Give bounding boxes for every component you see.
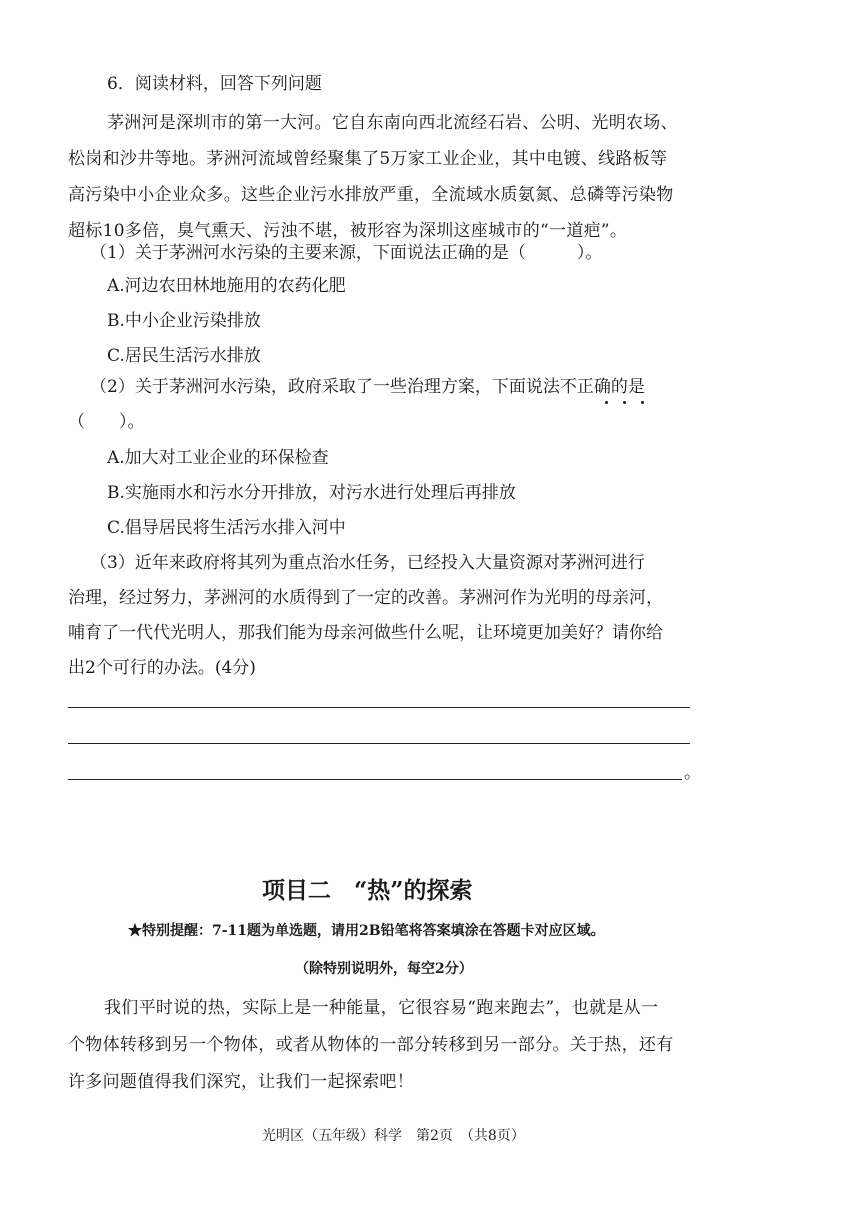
sub2-option-b: B.实施雨水和污水分开排放，对污水进行处理后再排放 — [107, 483, 516, 503]
sub-question-2-line-2: （ ）。 — [68, 412, 145, 432]
sub-question-3-line-3: 哺育了一代代光明人，那我们能为母亲河做些什么呢，让环境更加美好？请你给 — [68, 623, 663, 643]
intro-line-1: 我们平时说的热，实际上是一种能量，它很容易“跑来跑去”，也就是从一 — [104, 998, 659, 1018]
material-line-1: 茅洲河是深圳市的第一大河。它自东南向西北流经石岩、公明、光明农场、 — [107, 113, 678, 133]
sub1-option-a: A.河边农田林地施用的农药化肥 — [107, 276, 346, 296]
scoring-note: （除特别说明外，每空2分） — [295, 961, 473, 977]
intro-line-2: 个物体转移到另一个物体，或者从物体的一部分转移到另一部分。关于热，还有 — [68, 1035, 674, 1055]
material-line-2: 松岗和沙井等地。茅洲河流域曾经聚集了5万家工业企业，其中电镀、线路板等 — [68, 149, 668, 169]
answer-line-2[interactable] — [68, 743, 690, 744]
sub-question-3-line-4: 出2个可行的办法。(4分) — [68, 658, 256, 678]
emphasis-dot — [623, 401, 626, 404]
sub2-option-a: A.加大对工业企业的环保检查 — [107, 448, 329, 468]
question-6-heading: 6．阅读材料，回答下列问题 — [107, 74, 322, 94]
material-line-4: 超标10多倍，臭气熏天、污浊不堪，被形容为深圳这座城市的“一道疤”。 — [68, 221, 628, 241]
intro-line-3: 许多问题值得我们深究，让我们一起探索吧！ — [68, 1072, 414, 1092]
answer-line-3[interactable] — [68, 779, 682, 780]
sub1-option-c: C.居民生活污水排放 — [107, 346, 261, 366]
sub2-option-c: C.倡导居民将生活污水排入河中 — [107, 518, 346, 538]
sub-question-2-line-1: （2）关于茅洲河水污染，政府采取了一些治理方案，下面说法不正确的是 — [90, 377, 645, 397]
sub-question-3-line-1: （3）近年来政府将其列为重点治水任务，已经投入大量资源对茅洲河进行 — [90, 553, 645, 573]
emphasis-dot — [605, 401, 608, 404]
sub-question-3-line-2: 治理，经过努力，茅洲河的水质得到了一定的改善。茅洲河作为光明的母亲河， — [68, 588, 663, 608]
answer-end-mark: 。 — [684, 763, 701, 783]
sub-question-1: （1）关于茅洲河水污染的主要来源，下面说法正确的是（ ）。 — [90, 243, 603, 263]
project-2-title: 项目二 “热”的探索 — [262, 877, 473, 904]
material-line-3: 高污染中小企业众多。这些企业污水排放严重，全流域水质氨氮、总磷等污染物 — [68, 185, 674, 205]
sub1-option-b: B.中小企业污染排放 — [107, 311, 261, 331]
page-footer: 光明区（五年级）科学 第2页 （共8页） — [262, 1128, 525, 1144]
special-notice: ★特别提醒：7-11题为单选题，请用2B铅笔将答案填涂在答题卡对应区域。 — [128, 923, 605, 939]
emphasis-dot — [641, 401, 644, 404]
answer-line-1[interactable] — [68, 707, 690, 708]
